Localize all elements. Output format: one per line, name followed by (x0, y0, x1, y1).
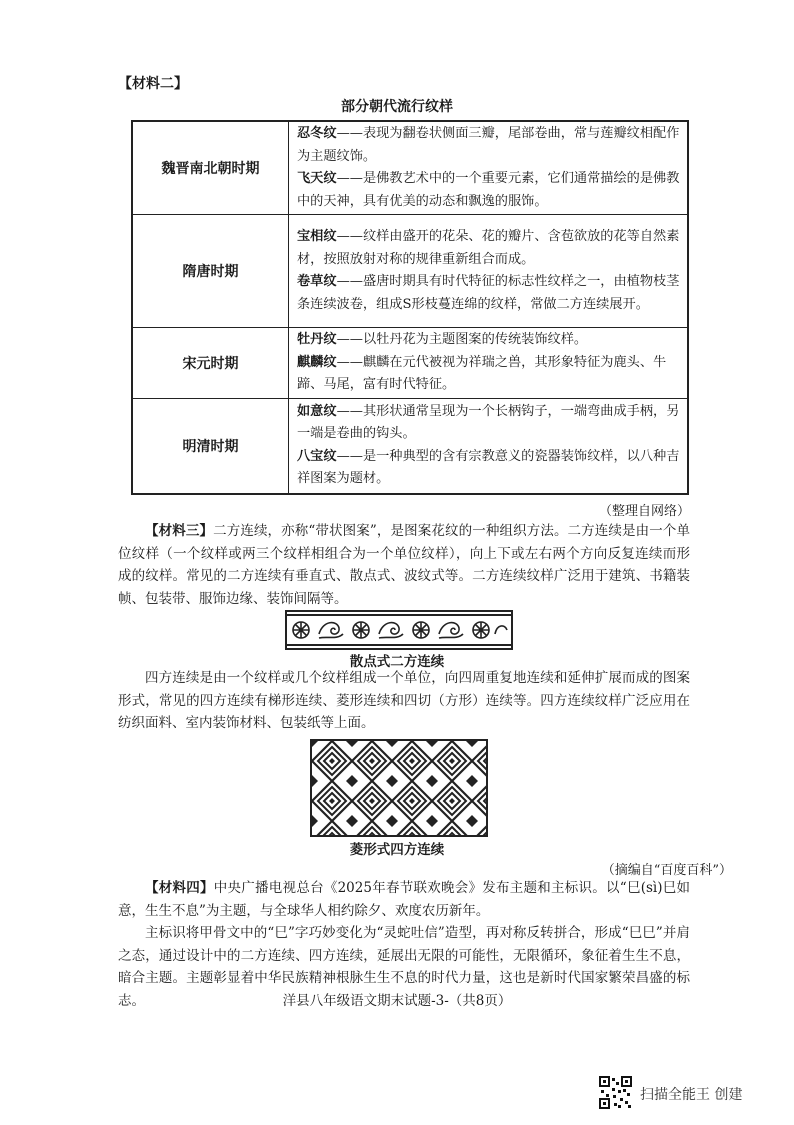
source-note: （整理自网络） (598, 504, 690, 519)
desc-cell (289, 215, 689, 328)
era-cell: 明清时期 (132, 398, 289, 494)
pattern-entry (297, 168, 681, 213)
material2-label: 【材料二】 (118, 76, 188, 92)
pattern-name: 宝相纹 (297, 229, 337, 244)
pattern-name: 麒麟纹 (297, 354, 337, 370)
material3-label: 【材料三】 (145, 523, 214, 539)
scanner-watermark: 扫描全能王 创建 (640, 1087, 743, 1103)
pattern-name: 八宝纹 (297, 448, 337, 464)
era-cell: 魏晋南北朝时期 (132, 121, 289, 215)
four-way-pattern-figure (310, 739, 488, 837)
qr-code-icon (599, 1076, 632, 1109)
pattern-name: 卷草纹 (297, 274, 337, 289)
material3-paragraph-2: 四方连续是由一个纹样或几个纹样组成一个单位，向四周重复地连续和延伸扩展而成的图案形式，常见的四方连续有梯形连续、菱形连续和四切（方形）连续等。四方连续纹样广泛应用在纺织面料、室内装饰材料、包装纸等上面。 (118, 670, 690, 731)
pattern-entry (297, 352, 681, 397)
pattern-text: ——盛唐时期具有时代特征的标志性纹样之一，由植物枝茎条连续波卷，组成S形枝蔓连绵的纹样，常做二方连续展开。 (297, 274, 680, 312)
desc-cell (289, 398, 689, 494)
table-row (132, 398, 688, 494)
two-way-pattern-figure (285, 610, 513, 650)
four-way-pattern-image (312, 741, 486, 835)
two-way-pattern-image (287, 612, 511, 648)
pattern-entry (297, 401, 681, 446)
pattern-text: ——以牡丹花为主题图案的传统装饰纹样。 (336, 332, 588, 347)
pattern-entry (297, 446, 681, 491)
table-row (132, 215, 688, 328)
paragraph-text: 二方连续，亦称“带状图案”，是图案花纹的一种组织方法。二方连续是由一个单位纹样（一个纹样或两三个纹样相组合为一个单位纹样），向上下或左右两个方向反复连续而形成的纹样。常见的二方连续有垂直式、散点式、波纹式等。二方连续纹样广泛用于建筑、书籍装帧、包装带、服饰边缘、装饰间隔等。 (118, 523, 690, 607)
pattern-name: 牡丹纹 (297, 332, 337, 347)
pattern-name: 忍冬纹 (297, 126, 337, 141)
pattern-name: 如意纹 (297, 403, 337, 419)
pattern-text: ——是佛教艺术中的一个重要元素，它们通常描绘的是佛教中的天神，具有优美的动态和飘逸的服饰。 (297, 171, 680, 209)
figure-caption: 散点式二方连续 (349, 654, 445, 670)
source-note: （摘编自“百度百科”） (601, 863, 732, 878)
table-title: 部分朝代流行纹样 (341, 99, 453, 115)
pattern-entry (297, 329, 681, 352)
pattern-text: ——是一种典型的含有宗教意义的瓷器装饰纹样，以八种吉祥图案为题材。 (297, 448, 680, 487)
pattern-text: ——纹样由盛开的花朵、花的瓣片、含苞欲放的花等自然素材，按照放射对称的规律重新组合而成。 (297, 229, 680, 267)
table-row (132, 328, 688, 399)
material4-paragraph (118, 877, 690, 922)
pattern-text: ——表现为翻卷状侧面三瓣，尾部卷曲，常与莲瓣纹相配作为主题纹饰。 (297, 126, 680, 164)
pattern-entry (297, 123, 681, 168)
paragraph-text: 中央广播电视总台《2025年春节联欢晚会》发布主题和主标识。以“巳(sì)巳如意，生生不息”为主题，与全球华人相约除夕、欢度农历新年。 (118, 880, 690, 919)
desc-cell (289, 121, 689, 215)
figure-caption: 菱形式四方连续 (349, 842, 445, 858)
material4-label: 【材料四】 (145, 880, 214, 896)
pattern-text: ——其形状通常呈现为一个长柄钩子，一端弯曲成手柄，另一端是卷曲的钩头。 (297, 403, 680, 442)
pattern-text: ——麒麟在元代被视为祥瑞之兽，其形象特征为鹿头、牛蹄、马尾，富有时代特征。 (297, 354, 667, 392)
material3-paragraph (118, 520, 690, 610)
era-cell: 隋唐时期 (132, 215, 289, 328)
pattern-table (131, 120, 689, 495)
material4-paragraph-2: 主标识将甲骨文中的“巳”字巧妙变化为“灵蛇吐信”造型，再对称反转拼合，形成“巳巳”并肩之态，通过设计中的二方连续、四方连续，延展出无限的可能性，无限循环，象征着生生不息，暗合主题。主题彰显着中华民族精神根脉生生不息的时代力量，这也是新时代国家繁荣昌盛的标志。 (118, 925, 690, 1009)
pattern-entry (297, 271, 681, 316)
desc-cell (289, 328, 689, 399)
table-row (132, 121, 688, 215)
pattern-entry (297, 226, 681, 271)
pattern-name: 飞天纹 (297, 171, 337, 186)
era-cell: 宋元时期 (132, 328, 289, 399)
page-footer: 洋县八年级语文期末试题-3-（共8页） (282, 993, 512, 1009)
